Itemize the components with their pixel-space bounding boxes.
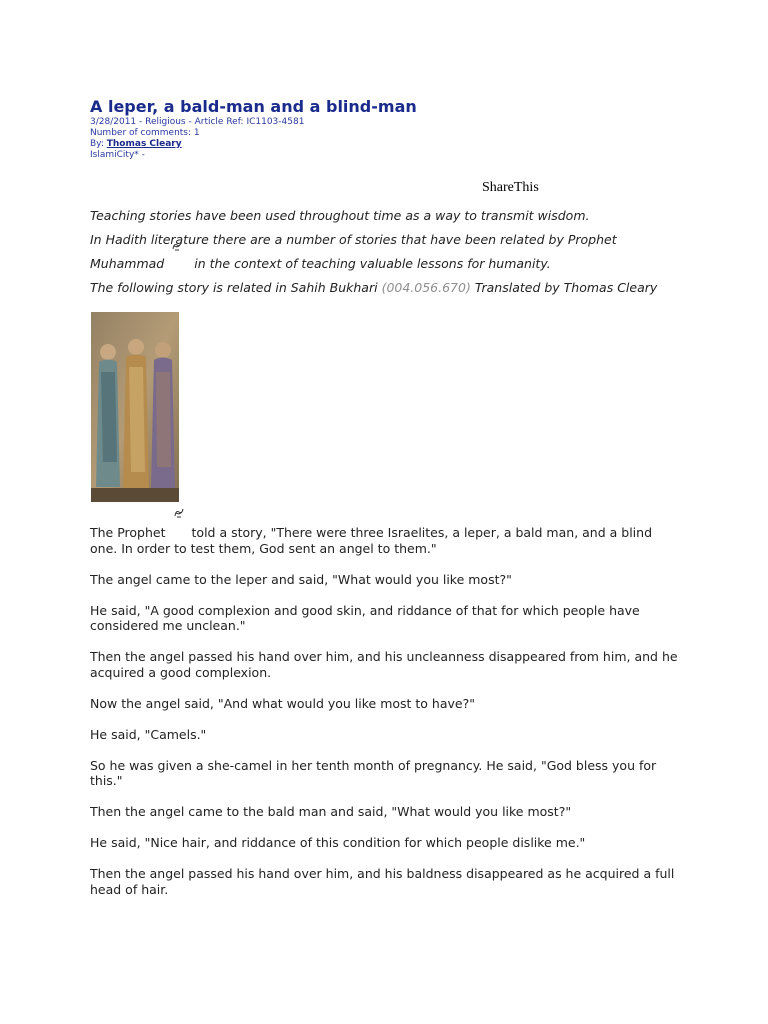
story-paragraph-1 (90, 523, 680, 556)
intro-line-3a: The following story is related in Sahih Bukhari (90, 280, 378, 295)
story-paragraph-8: Then the angel came to the bald man and said, "What would you like most?" (90, 804, 572, 819)
three-figures-illustration (91, 312, 179, 502)
intro-line-3b: Translated by Thomas Cleary (474, 280, 658, 295)
story-paragraph-7: So he was given a she-camel in her tenth month of pregnancy. He said, "God bless you for this." (90, 757, 657, 788)
article-header (90, 97, 690, 161)
intro-line-2a: In Hadith literature there are a number of stories that have been related by Prophet (90, 232, 617, 247)
article-title: A leper, a bald-man and a blind-man (90, 97, 417, 116)
intro-line-3 (90, 276, 690, 300)
story-paragraph-10: Then the angel passed his hand over him, and his baldness disappeared as he acquired a full head of hair. (90, 866, 675, 897)
story-paragraph-2: The angel came to the leper and said, "What would you like most?" (90, 571, 512, 587)
intro-line-1: Teaching stories have been used throughout time as a way to transmit wisdom. (90, 208, 590, 223)
author-link[interactable]: Thomas Cleary (106, 139, 182, 149)
pbuh-glyph-icon (166, 523, 192, 537)
article-source: IslamiCity* - (90, 150, 145, 160)
article-intro (90, 204, 690, 300)
story-paragraph-1-text: told a story, "There were three Israelites, a leper, a bald man, and a blind one. In order to test them, God sent an angel to them." (90, 525, 653, 556)
story-paragraph-3: He said, "A good complexion and good skin, and riddance of that for which people have considered me unclean." (90, 602, 640, 633)
story-paragraph-6: He said, "Camels." (90, 726, 207, 742)
story-paragraph-5: Now the angel said, "And what would you like most to have?" (90, 695, 475, 711)
sharethis-button[interactable]: ShareThis (482, 180, 539, 195)
hadith-reference-link[interactable]: (004.056.670) (381, 280, 471, 295)
story-paragraph-9: He said, "Nice hair, and riddance of this condition for which people dislike me." (90, 835, 586, 850)
pbuh-glyph-icon (164, 254, 190, 268)
intro-line-2 (90, 252, 690, 276)
byline (90, 139, 690, 150)
article-meta (90, 117, 690, 161)
article-date-ref: 3/28/2011 - Religious - Article Ref: IC1103-4581 (90, 117, 305, 127)
story-paragraph-4: Then the angel passed his hand over him, and his uncleanness disappeared from him, and he acquired a good complexion. (90, 649, 678, 680)
byline-prefix: By: (90, 139, 104, 149)
prophet-label: The Prophet (90, 525, 166, 540)
comment-count: Number of comments: 1 (90, 128, 200, 138)
prophet-name: Muhammad (90, 256, 165, 271)
story-body (90, 523, 680, 913)
intro-line-2c: in the context of teaching valuable lessons for humanity. (194, 256, 551, 271)
